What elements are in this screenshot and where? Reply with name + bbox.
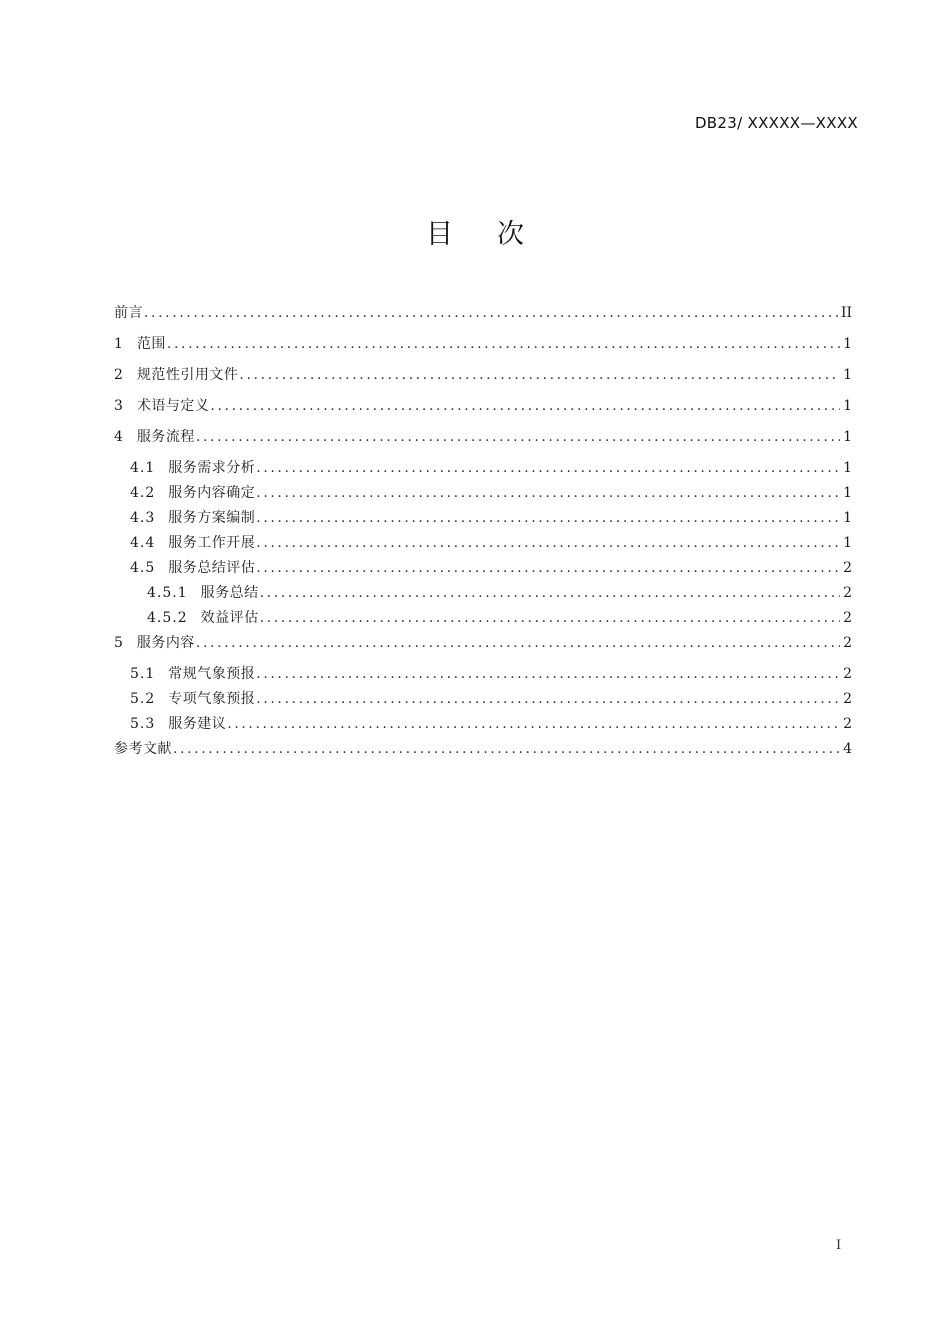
toc-entry[interactable]	[114, 582, 852, 607]
toc-entry-title: 范围	[136, 336, 166, 352]
table-of-contents	[114, 302, 852, 769]
toc-leader-dots	[173, 741, 840, 757]
toc-entry-page: 2	[843, 691, 852, 707]
toc-entry-title: 常规气象预报	[168, 666, 256, 682]
toc-leader-dots	[210, 398, 840, 414]
toc-entry-page: 2	[843, 560, 852, 576]
toc-entry-number: 1	[114, 336, 124, 352]
toc-entry[interactable]	[114, 395, 852, 426]
toc-entry[interactable]	[114, 302, 852, 333]
toc-entry[interactable]	[114, 482, 852, 507]
toc-entry-number: 3	[114, 398, 124, 414]
toc-entry[interactable]	[114, 738, 852, 769]
toc-entry-page: 1	[843, 460, 852, 476]
toc-entry-page: 4	[843, 741, 852, 757]
toc-leader-dots	[256, 691, 840, 707]
toc-entry[interactable]	[114, 426, 852, 457]
toc-entry-title: 规范性引用文件	[136, 367, 239, 383]
toc-leader-dots	[144, 305, 838, 321]
toc-entry-title: 服务方案编制	[168, 510, 256, 526]
toc-entry[interactable]	[114, 663, 852, 688]
toc-leader-dots	[256, 535, 840, 551]
page-number: I	[836, 1238, 842, 1253]
toc-entry-number: 5.2	[130, 691, 156, 707]
toc-entry-number: 5.1	[130, 666, 156, 682]
toc-entry-title: 服务建议	[168, 716, 227, 732]
toc-entry-page: 1	[843, 367, 852, 383]
toc-entry-title: 前言	[114, 305, 143, 321]
toc-entry-page: 2	[843, 635, 852, 651]
toc-entry[interactable]	[114, 507, 852, 532]
toc-entry-page: 1	[843, 336, 852, 352]
toc-entry-page: 2	[843, 585, 852, 601]
toc-entry-page: 1	[843, 398, 852, 414]
toc-leader-dots	[256, 460, 840, 476]
toc-entry-page: 1	[843, 535, 852, 551]
toc-leader-dots	[196, 429, 840, 445]
toc-entry-number: 5	[114, 635, 124, 651]
toc-entry-title: 服务内容确定	[168, 485, 256, 501]
toc-leader-dots	[256, 666, 840, 682]
toc-entry-number: 4.3	[130, 510, 156, 526]
toc-entry-title: 服务工作开展	[168, 535, 256, 551]
toc-entry-number: 4.2	[130, 485, 156, 501]
toc-entry[interactable]	[114, 457, 852, 482]
toc-entry-number: 4.5.2	[147, 610, 188, 626]
toc-leader-dots	[227, 716, 840, 732]
toc-entry[interactable]	[114, 333, 852, 364]
toc-entry[interactable]	[114, 713, 852, 738]
toc-entry-page: 1	[843, 429, 852, 445]
toc-leader-dots	[167, 336, 840, 352]
standard-code: DB23/ XXXXX—XXXX	[694, 114, 858, 132]
toc-entry-title: 服务总结评估	[168, 560, 256, 576]
toc-entry[interactable]	[114, 688, 852, 713]
toc-leader-dots	[260, 610, 840, 626]
toc-leader-dots	[256, 560, 840, 576]
toc-entry-page: 2	[843, 666, 852, 682]
toc-entry-title: 服务内容	[136, 635, 195, 651]
toc-title: 目次	[426, 219, 568, 250]
toc-entry-number: 4.5.1	[147, 585, 188, 601]
toc-entry-page: 1	[843, 485, 852, 501]
toc-entry-number: 2	[114, 367, 124, 383]
toc-entry-title: 服务流程	[136, 429, 195, 445]
toc-entry-title: 服务总结	[200, 585, 259, 601]
toc-entry-title: 专项气象预报	[168, 691, 256, 707]
toc-leader-dots	[260, 585, 840, 601]
toc-leader-dots	[256, 485, 840, 501]
toc-entry-page: 1	[843, 510, 852, 526]
toc-entry-page: II	[840, 305, 852, 321]
toc-entry[interactable]	[114, 557, 852, 582]
toc-entry-page: 2	[843, 716, 852, 732]
toc-leader-dots	[196, 635, 840, 651]
toc-leader-dots	[256, 510, 840, 526]
toc-entry-title: 服务需求分析	[168, 460, 256, 476]
toc-entry[interactable]	[114, 532, 852, 557]
toc-entry-number: 4.4	[130, 535, 156, 551]
toc-entry-number: 4.5	[130, 560, 156, 576]
toc-entry-page: 2	[843, 610, 852, 626]
toc-entry-number: 4	[114, 429, 124, 445]
toc-entry[interactable]	[114, 607, 852, 632]
toc-leader-dots	[239, 367, 840, 383]
toc-entry-title: 参考文献	[114, 741, 172, 757]
toc-entry-title: 效益评估	[200, 610, 259, 626]
toc-entry[interactable]	[114, 364, 852, 395]
toc-entry-number: 5.3	[130, 716, 156, 732]
toc-entry-number: 4.1	[130, 460, 156, 476]
toc-entry[interactable]	[114, 632, 852, 663]
toc-entry-title: 术语与定义	[136, 398, 210, 414]
